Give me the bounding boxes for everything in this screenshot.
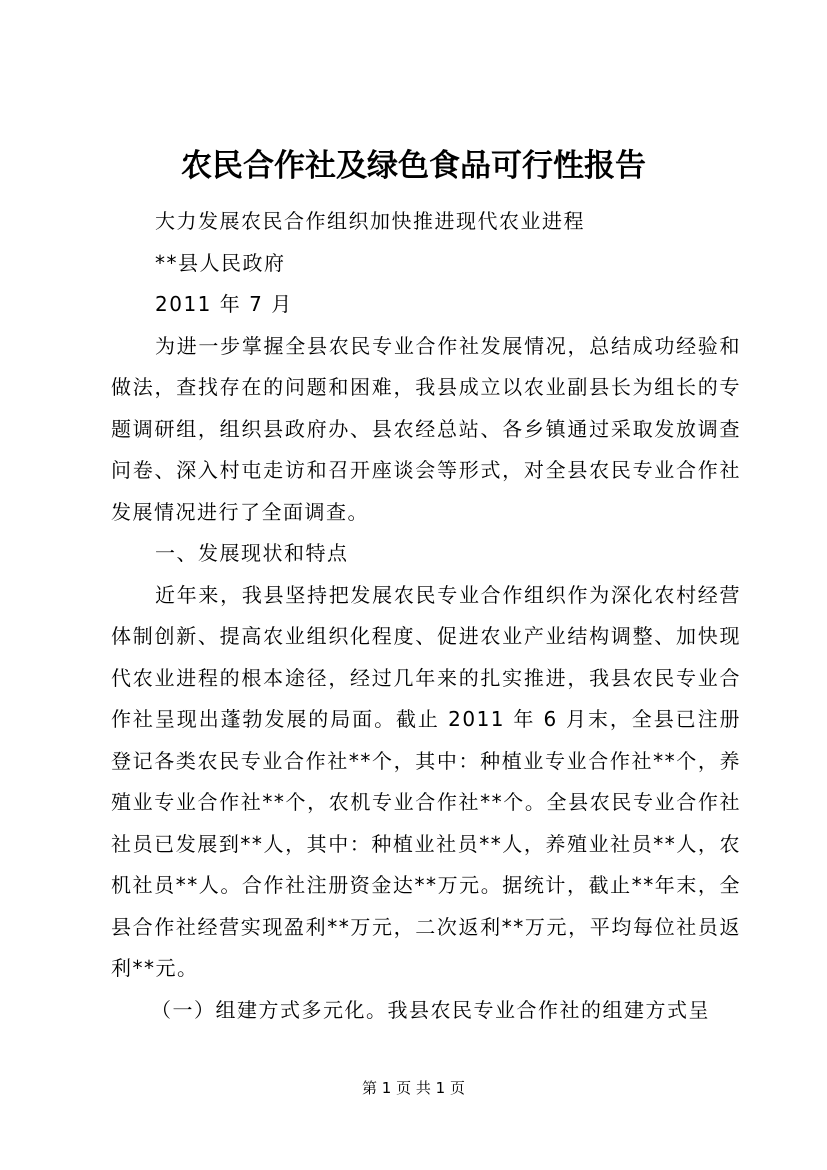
- document-title: 农民合作社及绿色食品可行性报告: [181, 148, 646, 184]
- issuer-line: **县人民政府: [155, 250, 286, 275]
- paragraph-subsection: （一）组建方式多元化。我县农民专业合作社的组建方式呈: [151, 997, 710, 1022]
- page-number-footer: 第 1 页 共 1 页: [362, 1079, 465, 1097]
- date-line: 2011 年 7 月: [155, 292, 293, 316]
- section-heading: 一、发展现状和特点: [155, 541, 349, 565]
- subtitle-line: 大力发展农民合作组织加快推进现代农业进程: [155, 209, 585, 233]
- document-body: [111, 201, 741, 1031]
- paragraph-intro: 为进一步掌握全县农民专业合作社发展情况，总结成功经验和做法，查找存在的问题和困难，我县成立以农业副县长为组长的专题调研组，组织县政府办、县农经总站、各乡镇通过采取发放调查问卷、深入村屯走访和召开座谈会等形式，对全县农民专业合作社发展情况进行了全面调查。: [111, 333, 741, 524]
- paragraph-status: 近年来，我县坚持把发展农民专业合作组织作为深化农村经营体制创新、提高农业组织化程度、促进农业产业结构调整、加快现代农业进程的根本途径，经过几年来的扎实推进，我县农民专业合作社呈现出蓬勃发展的局面。截止 2011 年 6 月末，全县已注册登记各类农民专业合作社**个，其中：种植业专业合作社**个，养殖业专业合作社**个，农机专业合作社**个。全县农民专业合作社社员已发展到**人，其中：种植业社员**人，养殖业社员**人，农机社员**人。合作社注册资金达**万元。据统计，截止**年末，全县合作社经营实现盈利**万元，二次返利**万元，平均每位社员返利**元。: [111, 582, 741, 980]
